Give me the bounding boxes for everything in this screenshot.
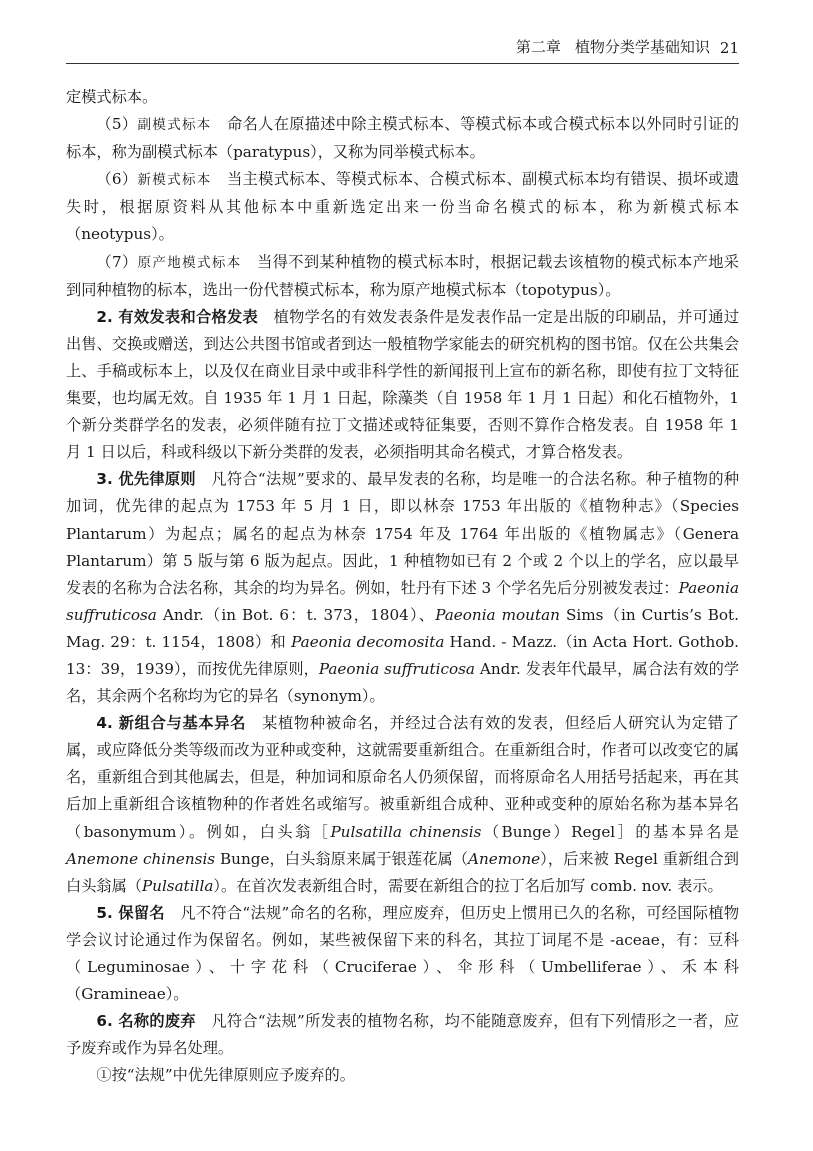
latin-name: Pulsatilla chinensis	[330, 822, 482, 841]
paragraph-paratype	[66, 111, 739, 166]
running-header	[66, 34, 739, 64]
section-heading: 3. 优先律原则	[96, 470, 196, 489]
paragraph-text: ①按“法规”中优先律原则应予废弃的。	[96, 1066, 355, 1085]
chapter-title: 植物分类学基础知识	[574, 38, 710, 56]
section-effective-publication	[66, 304, 739, 467]
paragraph-continuation	[66, 84, 739, 111]
list-item	[66, 1062, 739, 1089]
item-number: （6）	[96, 170, 138, 189]
paragraph-text: Hand. - Mazz.（in Acta Hort. Gothob. 13：39，1939），而按优先律原则，	[66, 632, 739, 678]
paragraph-text: ），后来被 Regel 重新组合到白头翁属（	[66, 849, 739, 895]
latin-name: Paeonia decomosita	[291, 632, 445, 651]
latin-name: Anemone chinensis	[66, 849, 216, 868]
chapter-label: 第二章	[515, 38, 561, 56]
page-body	[66, 84, 739, 1089]
item-number: （7）	[96, 252, 138, 271]
latin-name: Paeonia suffruticosa	[318, 659, 475, 678]
term-neotype: 新模式标本	[137, 172, 212, 189]
section-rejected-names	[66, 1008, 739, 1062]
paragraph-text: Sims（in Curtis’s Bot. Mag. 29：t. 1154，1808）和	[66, 605, 739, 651]
section-priority	[66, 466, 739, 710]
term-paratype: 副模式标本	[137, 117, 212, 134]
paragraph-neotype	[66, 166, 739, 248]
paragraph-text: 定模式标本。	[66, 88, 158, 106]
paragraph-text: 植物学名的有效发表条件是发表作品一定是出版的印刷品，并可通过出售、交换或赠送，到达公共图书馆或者到达一般植物学家能去的研究机构的图书馆。仅在公共集会上、手稿或标本上，以及仅在商业目录中或非科学性的新闻报刊上宣布的新名称，即使有拉丁文特征集要，也均属无效。自 1935 年 1 月 1 日起，除藻类（自 1958 年 1 月 1 日起）和化石植物外，1 个新分类群学名的发表，必须伴随有拉丁文描述或特征集要，否则不算作合格发表。自 1958 年 1 月 1 日以后，科或科级以下新分类群的发表，必须指明其命名模式，才算合格发表。	[66, 307, 740, 462]
paragraph-text: 当主模式标本、等模式标本、合模式标本、副模式标本均有错误、损坏或遗失时，根据原资料从其他标本中重新选定出来一份当命名模式的标本，称为新模式标本（neotypus）。	[66, 170, 740, 244]
section-heading: 2. 有效发表和合格发表	[96, 307, 259, 326]
section-new-combination	[66, 710, 739, 900]
paragraph-text: Andr.（in Bot. 6：t. 373，1804）、	[156, 605, 436, 624]
paragraph-text: 命名人在原描述中除主模式标本、等模式标本或合模式标本以外同时引证的标本，称为副模式标本（paratypus），又称为同举模式标本。	[66, 115, 740, 162]
section-heading: 4. 新组合与基本异名	[96, 714, 247, 733]
paragraph-text: 凡不符合“法规”命名的名称，理应废弃，但历史上惯用已久的名称，可经国际植物学会议讨论通过作为保留名。例如，某些被保留下来的科名，其拉丁词尾不是 -aceae，有：豆科（Leguminosae）、十字花科（Cruciferae）、伞形科（Umbelliferae）、禾本科（Gramineae）。	[66, 903, 740, 1004]
latin-name: Paeonia moutan	[435, 605, 560, 624]
page-number: 21	[719, 39, 739, 57]
paragraph-text: 某植物种被命名，并经过合法有效的发表，但经后人研究认为定错了属，或应降低分类等级而改为亚种或变种，这就需要重新组合。在重新组合时，作者可以改变它的属名，重新组合到其他属去，但是，种加词和原命名人仍须保留，而将原命名人用括号括起来，再在其后加上重新组合该植物种的作者姓名或缩写。被重新组合成种、亚种或变种的原始名称为基本异名（basonymum）。例如，白头翁［	[66, 714, 740, 841]
paragraph-text: Bunge，白头翁原来属于银莲花属（	[215, 849, 469, 868]
term-topotype: 原产地模式标本	[137, 254, 242, 271]
paragraph-text: （Bunge）Regel］的基本异名是	[481, 822, 739, 841]
paragraph-text: 凡符合“法规”要求的、最早发表的名称，均是唯一的合法名称。种子植物的种加词，优先律的起点为 1753 年 5 月 1 日，即以林奈 1753 年出版的《植物种志》（Species Plantarum）为起点；属名的起点为林奈 1754 年及 1764 年出版的《植物属志》（Genera Plantarum）第 5 版与第 6 版为起点。因此，1 种植物如已有 2 个或 2 个以上的学名，应以最早发表的名称为合法名称，其余的均为异名。例如，牡丹有下述 3 个学名先后分别被发表过：	[66, 470, 740, 597]
paragraph-text: ）。在首次发表新组合时，需要在新组合的拉丁名后加写 comb. nov. 表示。	[213, 876, 723, 895]
latin-name: Pulsatilla	[141, 876, 214, 895]
paragraph-topotype	[66, 249, 739, 304]
section-heading: 5. 保留名	[96, 903, 165, 922]
section-heading: 6. 名称的废弃	[96, 1012, 196, 1031]
paragraph-text: 凡符合“法规”所发表的植物名称，均不能随意废弃，但有下列情形之一者，应予废弃或作为异名处理。	[66, 1012, 740, 1058]
paragraph-text: 当得不到某种植物的模式标本时，根据记载去该植物的模式标本产地采到同种植物的标本，选出一份代替模式标本，称为原产地模式标本（topotypus）。	[66, 252, 739, 299]
section-conserved-names	[66, 900, 739, 1008]
item-number: （5）	[96, 115, 138, 134]
latin-name: Anemone	[468, 849, 541, 868]
latin-name: Paeonia suffruticosa	[66, 578, 739, 624]
paragraph-text: Andr. 发表年代最早，属合法有效的学名，其余两个名称均为它的异名（synonym）。	[66, 659, 740, 706]
